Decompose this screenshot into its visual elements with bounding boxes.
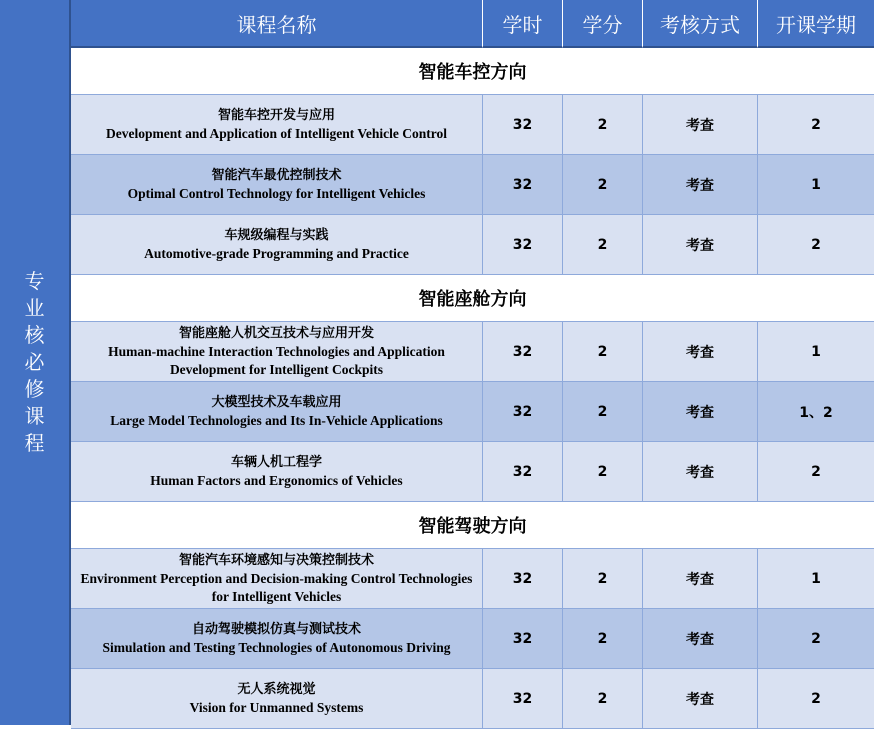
credits-cell: 2 xyxy=(563,382,643,442)
course-name-en: Development and Application of Intelligent Vehicle Control xyxy=(105,125,447,141)
course-name-zh: 智能车控开发与应用 xyxy=(217,107,335,123)
semester-cell: 2 xyxy=(758,215,874,275)
table-body xyxy=(71,48,874,729)
course-name-cell xyxy=(71,609,483,669)
course-name-en: Optimal Control Technology for Intelligent Vehicles xyxy=(127,185,426,201)
course-name-zh: 智能汽车最优控制技术 xyxy=(211,167,342,183)
course-table xyxy=(71,0,874,729)
section-title: 智能车控方向 xyxy=(71,48,874,95)
semester-cell: 1、2 xyxy=(758,382,874,442)
table-row xyxy=(71,215,874,275)
assessment-cell: 考查 xyxy=(643,95,758,155)
assessment-cell: 考查 xyxy=(643,442,758,502)
credits-cell: 2 xyxy=(563,549,643,609)
course-name-zh: 车规级编程与实践 xyxy=(224,227,329,243)
course-name-zh: 车辆人机工程学 xyxy=(230,454,322,470)
assessment-cell: 考查 xyxy=(643,609,758,669)
section-title: 智能驾驶方向 xyxy=(71,502,874,549)
course-name-en: Large Model Technologies and Its In-Vehicle Applications xyxy=(110,412,443,428)
assessment-cell: 考查 xyxy=(643,382,758,442)
table-row xyxy=(71,442,874,502)
hours-cell: 32 xyxy=(483,669,563,729)
hours-cell: 32 xyxy=(483,95,563,155)
hours-cell: 32 xyxy=(483,155,563,215)
table-row xyxy=(71,549,874,609)
course-name-zh: 大模型技术及车载应用 xyxy=(211,394,342,410)
course-name-cell xyxy=(71,155,483,215)
course-name-en: Human-machine Interaction Technologies and Application Development for Intelligent Cockpits xyxy=(108,343,445,377)
credits-cell: 2 xyxy=(563,95,643,155)
hours-cell: 32 xyxy=(483,322,563,382)
table-row xyxy=(71,95,874,155)
assessment-cell: 考查 xyxy=(643,322,758,382)
hours-cell: 32 xyxy=(483,382,563,442)
course-name-cell xyxy=(71,382,483,442)
hours-cell: 32 xyxy=(483,609,563,669)
course-name-cell xyxy=(71,215,483,275)
semester-cell: 1 xyxy=(758,155,874,215)
header-course-name: 课程名称 xyxy=(71,0,483,48)
section-title: 智能座舱方向 xyxy=(71,275,874,322)
course-name-zh: 智能座舱人机交互技术与应用开发 xyxy=(178,325,374,341)
semester-cell: 2 xyxy=(758,609,874,669)
credits-cell: 2 xyxy=(563,609,643,669)
course-name-cell xyxy=(71,322,483,382)
course-name-en: Simulation and Testing Technologies of Autonomous Driving xyxy=(102,639,451,655)
course-name-en: Automotive-grade Programming and Practice xyxy=(144,245,409,261)
table-row xyxy=(71,382,874,442)
table-row xyxy=(71,322,874,382)
semester-cell: 1 xyxy=(758,549,874,609)
assessment-cell: 考查 xyxy=(643,549,758,609)
course-name-zh: 无人系统视觉 xyxy=(237,681,316,697)
course-name-en: Environment Perception and Decision-making Control Technologies for Intelligent Vehicles xyxy=(80,570,473,604)
course-name-en: Human Factors and Ergonomics of Vehicles xyxy=(150,472,403,488)
course-name-cell xyxy=(71,442,483,502)
table-row xyxy=(71,155,874,215)
table-row xyxy=(71,669,874,729)
category-label: 专业核必修课程 xyxy=(24,269,45,455)
header-semester: 开课学期 xyxy=(758,0,874,48)
course-name-cell xyxy=(71,669,483,729)
header-hours: 学时 xyxy=(483,0,563,48)
hours-cell: 32 xyxy=(483,442,563,502)
credits-cell: 2 xyxy=(563,442,643,502)
hours-cell: 32 xyxy=(483,549,563,609)
course-name-cell xyxy=(71,549,483,609)
credits-cell: 2 xyxy=(563,215,643,275)
credits-cell: 2 xyxy=(563,669,643,729)
semester-cell: 1 xyxy=(758,322,874,382)
assessment-cell: 考查 xyxy=(643,155,758,215)
course-name-zh: 智能汽车环境感知与决策控制技术 xyxy=(178,552,374,568)
header-credits: 学分 xyxy=(563,0,643,48)
table-header xyxy=(71,0,874,48)
header-assessment: 考核方式 xyxy=(643,0,758,48)
semester-cell: 2 xyxy=(758,442,874,502)
course-name-cell xyxy=(71,95,483,155)
category-sidebar xyxy=(0,0,71,725)
course-name-en: Vision for Unmanned Systems xyxy=(189,699,364,715)
credits-cell: 2 xyxy=(563,155,643,215)
credits-cell: 2 xyxy=(563,322,643,382)
hours-cell: 32 xyxy=(483,215,563,275)
table-row xyxy=(71,609,874,669)
semester-cell: 2 xyxy=(758,669,874,729)
assessment-cell: 考查 xyxy=(643,215,758,275)
assessment-cell: 考查 xyxy=(643,669,758,729)
semester-cell: 2 xyxy=(758,95,874,155)
course-name-zh: 自动驾驶模拟仿真与测试技术 xyxy=(191,621,361,637)
